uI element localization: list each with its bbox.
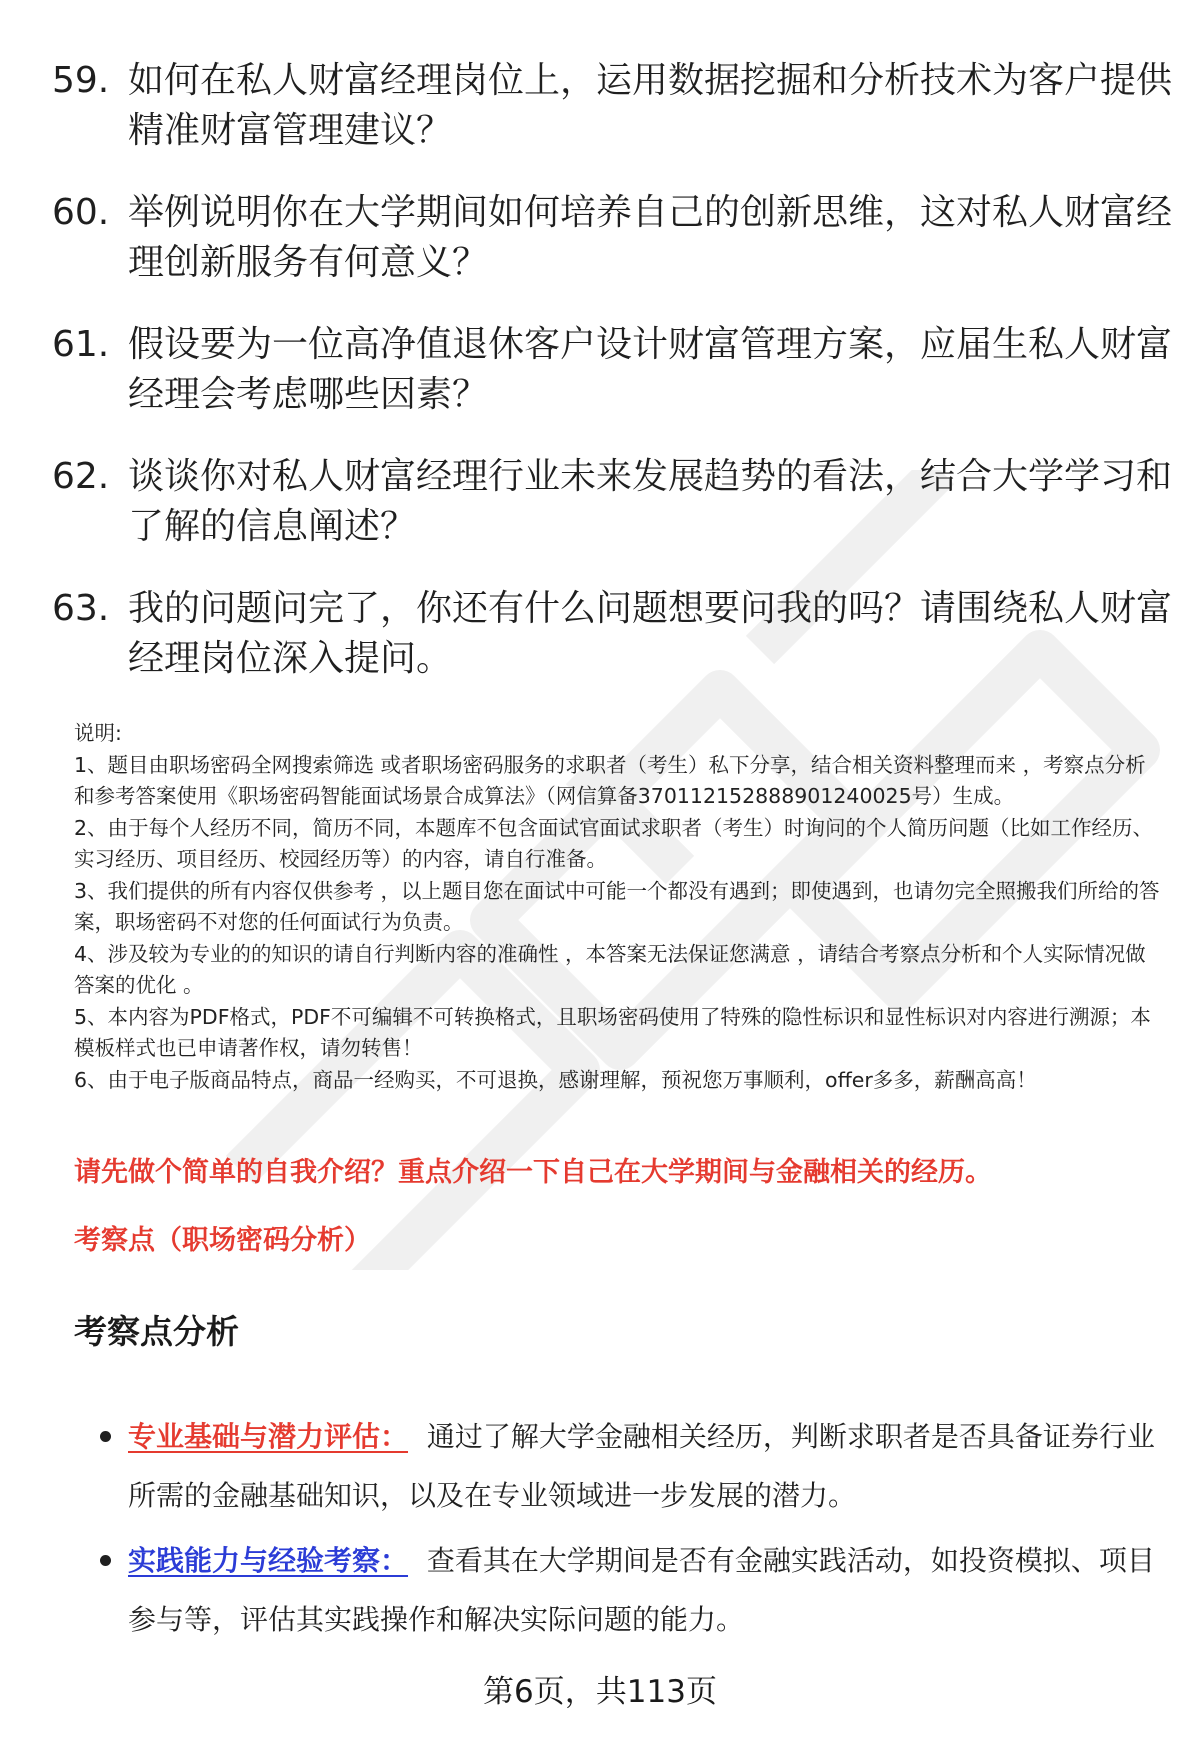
question-text: 举例说明你在大学期间如何培养自己的创新思维，这对私人财富经理创新服务有何意义？ [128, 192, 1173, 283]
question-text: 谈谈你对私人财富经理行业未来发展趋势的看法，结合大学学习和了解的信息阐述？ [128, 456, 1173, 547]
bullet-label: 实践能力与经验考察： [128, 1544, 409, 1577]
question-text: 如何在私人财富经理岗位上，运用数据挖掘和分析技术为客户提供精准财富管理建议？ [128, 60, 1173, 151]
section-title: 考察点分析 [74, 1312, 239, 1351]
bullet-label: 专业基础与潜力评估： [128, 1420, 409, 1453]
bullet-text: 查看其在大学期间是否有金融实践活动，如投资模拟、项目参与等，评估其实践操作和解决实际问题的能力。 [128, 1544, 1155, 1636]
question-item [52, 188, 1173, 288]
question-number: 63. [52, 588, 110, 629]
bullet-dot-icon [100, 1555, 111, 1566]
note-item: 6、由于电子版商品特点，商品一经购买，不可退换，感谢理解，预祝您万事顺利，offer多多，薪酬高高！ [74, 1067, 1037, 1092]
question-number: 62. [52, 456, 110, 497]
note-item: 2、由于每个人经历不同，简历不同，本题库不包含面试官面试求职者（考生）时询问的个人简历问题（比如工作经历、实习经历、项目经历、校园经历等）的内容，请自行准备。 [74, 815, 1154, 871]
analysis-bullet [100, 1407, 1160, 1525]
note-item: 1、题目由职场密码全网搜索筛选 或者职场密码服务的求职者（考生）私下分享，结合相关资料整理而来 ，考察点分析和参考答案使用《职场密码智能面试场景合成算法》（网信算备370112152888901240025号）生成。 [74, 752, 1146, 808]
question-text: 我的问题问完了，你还有什么问题想要问我的吗？请围绕私人财富经理岗位深入提问。 [128, 588, 1173, 679]
question-item [52, 320, 1173, 420]
question-item [52, 56, 1173, 156]
question-text: 假设要为一位高净值退休客户设计财富管理方案，应届生私人财富经理会考虑哪些因素？ [128, 324, 1173, 415]
notes-section [74, 718, 1162, 1096]
note-item: 5、本内容为PDF格式，PDF不可编辑不可转换格式，且职场密码使用了特殊的隐性标识和显性标识对内容进行溯源；本模板样式也已申请著作权，请勿转售！ [74, 1004, 1151, 1060]
analysis-bullet-list [100, 1407, 1160, 1655]
interview-question-heading: 请先做个简单的自我介绍？重点介绍一下自己在大学期间与金融相关的经历。 [74, 1157, 992, 1188]
question-number: 60. [52, 192, 110, 233]
notes-heading: 说明: [74, 721, 122, 745]
bullet-text: 通过了解大学金融相关经历，判断求职者是否具备证券行业所需的金融基础知识，以及在专业领域进一步发展的潜力。 [128, 1420, 1155, 1512]
analysis-subtitle: 考察点（职场密码分析） [74, 1225, 371, 1256]
analysis-bullet [100, 1531, 1160, 1649]
question-list [52, 56, 1173, 716]
question-number: 61. [52, 324, 110, 365]
note-item: 3、我们提供的所有内容仅供参考 ，以上题目您在面试中可能一个都没有遇到；即使遇到，也请勿完全照搬我们所给的答案，职场密码不对您的任何面试行为负责。 [74, 878, 1160, 934]
question-number: 59. [52, 60, 110, 101]
note-item: 4、涉及较为专业的的知识的请自行判断内容的准确性 ，本答案无法保证您满意 ，请结合考察点分析和个人实际情况做答案的优化 。 [74, 941, 1146, 997]
bullet-dot-icon [100, 1431, 111, 1442]
question-item [52, 584, 1173, 684]
question-item [52, 452, 1173, 552]
page-footer: 第6页，共113页 [483, 1674, 717, 1710]
